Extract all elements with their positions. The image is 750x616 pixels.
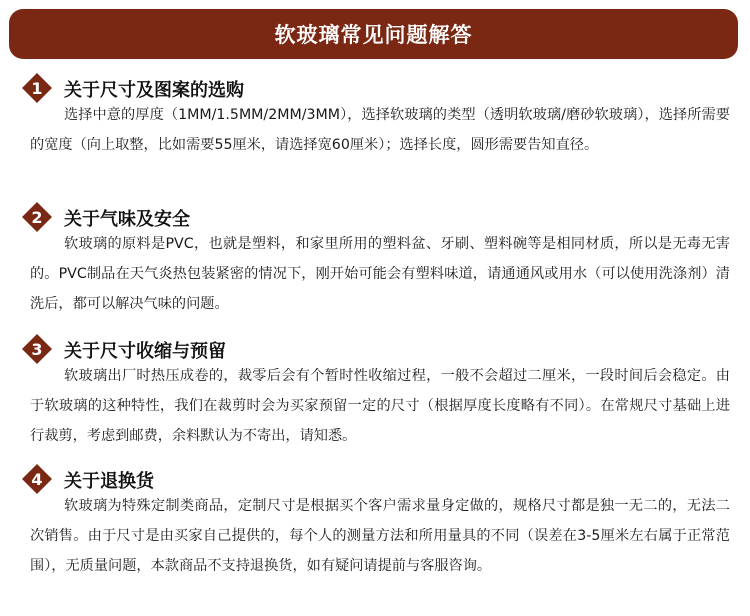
- section-body: 软玻璃出厂时热压成卷的，裁零后会有个暂时性收缩过程，一般不会超过二厘米，一段时间后会稳定。由于软玻璃的这种特性，我们在裁剪时会为买家预留一定的尺寸（根据厚度长度略有不同）。在常规尺寸基础上进行裁剪，考虑到邮费，余料默认为不寄出，请知悉。: [30, 368, 730, 444]
- title-banner: [9, 9, 738, 59]
- page-title: 软玻璃常见问题解答: [274, 23, 473, 47]
- badge-number: 4: [31, 469, 43, 489]
- section-body: 选择中意的厚度（1MM/1.5MM/2MM/3MM），选择软玻璃的类型（透明软玻璃/磨砂软玻璃），选择所需要的宽度（向上取整，比如需要55厘米，请选择宽60厘米）；选择长度，圆形需要告知直径。: [30, 107, 730, 153]
- section-body: 软玻璃的原料是PVC，也就是塑料，和家里所用的塑料盆、牙刷、塑料碗等是相同材质，所以是无毒无害的。PVC制品在天气炎热包装紧密的情况下，刚开始可能会有塑料味道，请通通风或用水（可以使用洗涤剂）清洗后，都可以解决气味的问题。: [30, 236, 730, 312]
- section-body: 软玻璃为特殊定制类商品，定制尺寸是根据买个客户需求量身定做的，规格尺寸都是独一无二的，无法二次销售。由于尺寸是由买家自己提供的，每个人的测量方法和所用量具的不同（误差在3-5厘米左右属于正常范围），无质量问题，本款商品不支持退换货，如有疑问请提前与客服咨询。: [30, 498, 730, 574]
- number-badge: [22, 202, 52, 232]
- section-heading: 关于尺寸及图案的选购: [64, 80, 244, 101]
- section-heading: 关于退换货: [64, 471, 154, 492]
- number-badge: [22, 73, 52, 103]
- badge-number: 2: [31, 207, 43, 227]
- section-heading: 关于尺寸收缩与预留: [64, 341, 226, 362]
- number-badge: [22, 334, 52, 364]
- section-heading: 关于气味及安全: [64, 209, 190, 230]
- badge-number: 1: [31, 78, 43, 98]
- number-badge: [22, 464, 52, 494]
- badge-number: 3: [31, 339, 43, 359]
